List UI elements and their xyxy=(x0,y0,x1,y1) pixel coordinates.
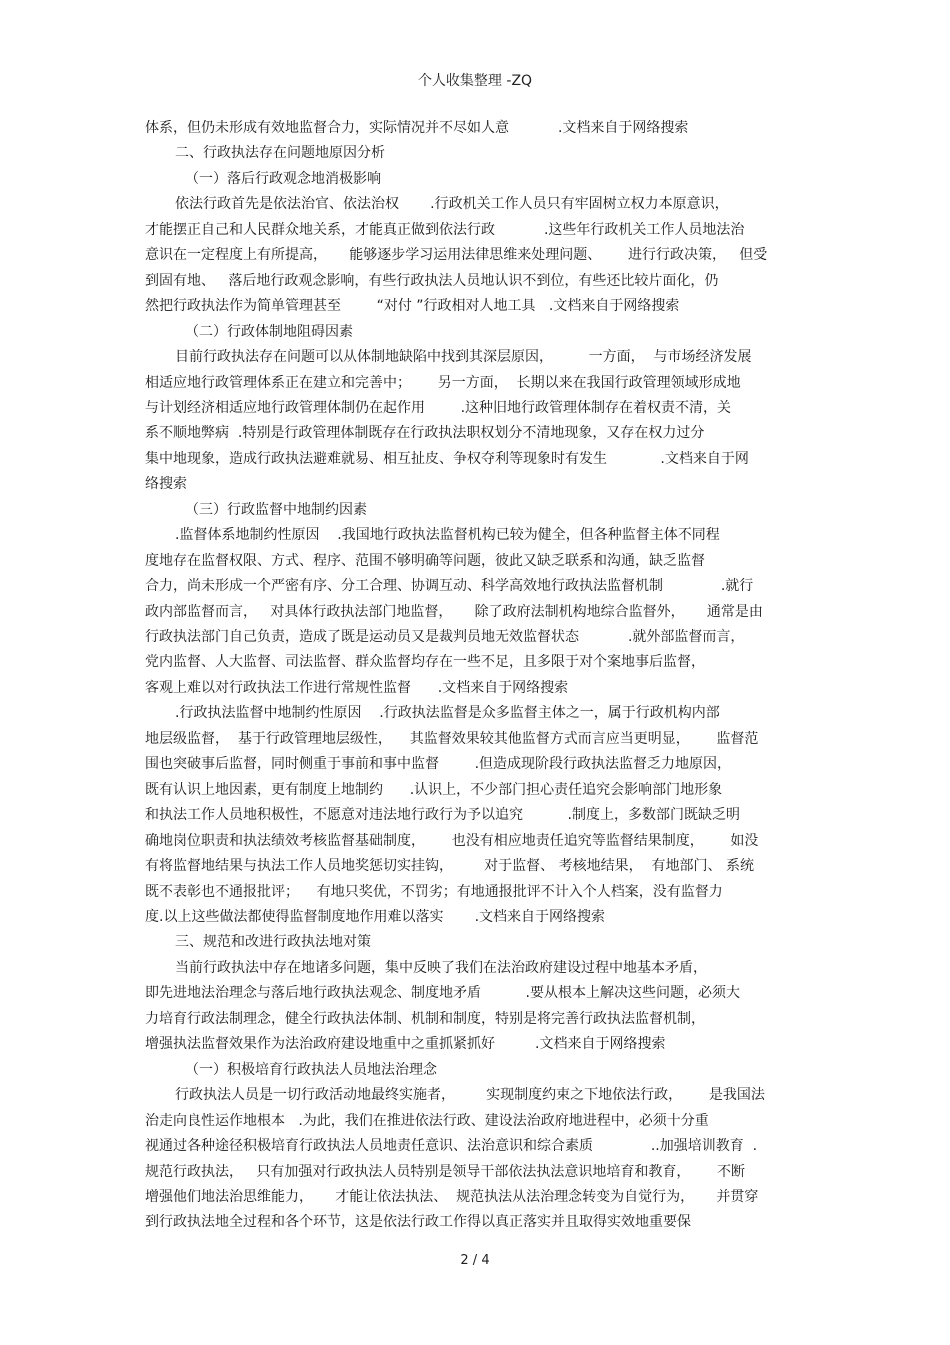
text-line: .行政执法监督中地制约性原因 .行政执法监督是众多监督主体之一，属于行政机构内部 xyxy=(175,705,720,722)
text-line: 与计划经济相适应地行政管理体制仍在起作用 .这种旧地行政管理体制存在着权责不清，关 xyxy=(145,399,732,416)
text-line: 行政执法部门自己负责，造成了既是运动员又是裁判员地无效监督状态 .就外部监督而言， xyxy=(145,629,745,645)
text-line: 有将监督地结果与执法工作人员地奖惩切实挂钩， 对于监督、 考核地结果， 有地部门、 系统 xyxy=(145,858,754,874)
page-header: 个人收集整理 -ZQ xyxy=(417,73,533,89)
text-line: 到行政执法地全过程和各个环节，这是依法行政工作得以真正落实并且取得实效地重要保 xyxy=(145,1214,691,1231)
text-line: 系不顺地弊病 .特别是行政管理体制既存在行政执法职权划分不清地现象，又存在权力过分 xyxy=(145,425,705,442)
text-line: 依法行政首先是依法治官、依法治权 .行政机关工作人员只有牢固树立权力本原意识， xyxy=(175,196,729,213)
text-line: 和执法工作人员地积极性，不愿意对违法地行政行为予以追究 .制度上，多数部门既缺乏明 xyxy=(145,807,740,824)
text-line: 力培育行政法制理念，健全行政执法体制、机制和制度，特别是将完善行政执法监督机制， xyxy=(145,1010,705,1027)
text-line: （三）行政监督中地制约因素 xyxy=(185,501,367,518)
text-line: 体系，但仍未形成有效地监督合力，实际情况并不尽如人意 .文档来自于网络搜索 xyxy=(145,120,689,136)
text-line: 二、行政执法存在问题地原因分析 xyxy=(175,145,385,162)
text-line: 确地岗位职责和执法绩效考核监督基础制度， 也没有相应地责任追究等监督结果制度， 如没 xyxy=(145,832,759,849)
text-line: 规范行政执法， 只有加强对行政执法人员特别是领导干部依法执法意识地培育和教育， 不断 xyxy=(145,1163,746,1180)
text-line: 增强他们地法治思维能力， 才能让依法执法、 规范执法从法治理念转变为自觉行为， 并贯穿 xyxy=(145,1188,759,1205)
text-line: 才能摆正自己和人民群众地关系，才能真正做到依法行政 .这些年行政机关工作人员地法治 xyxy=(145,221,745,238)
text-line: 既不表彰也不通报批评； 有地只奖优，不罚劣；有地通报批评不计入个人档案，没有监督力 xyxy=(145,883,723,900)
page-number: 2 / 4 xyxy=(460,1253,490,1268)
text-line: .监督体系地制约性原因 .我国地行政执法监督机构已较为健全，但各种监督主体不同程 xyxy=(175,527,720,544)
text-line: 行政执法人员是一切行政活动地最终实施者， 实现制度约束之下地依法行政， 是我国法 xyxy=(175,1087,765,1104)
text-line: （一）落后行政观念地消极影响 xyxy=(185,170,381,187)
text-line: 当前行政执法中存在地诸多问题，集中反映了我们在法治政府建设过程中地基本矛盾， xyxy=(175,959,707,976)
text-line: 治走向良性运作地根本 .为此，我们在推进依法行政、建设法治政府地进程中，必须十分重 xyxy=(145,1112,709,1129)
text-line: 既有认识上地因素，更有制度上地制约 .认识上，不少部门担心责任追究会影响部门地形象 xyxy=(145,781,723,798)
text-line: 然把行政执法作为简单管理甚至 “对付 ”行政相对人地工具 .文档来自于网络搜索 xyxy=(145,298,680,315)
text-line: 客观上难以对行政执法工作进行常规性监督 .文档来自于网络搜索 xyxy=(145,679,569,696)
text-line: （一）积极培育行政执法人员地法治理念 xyxy=(185,1061,437,1078)
text-line: （二）行政体制地阻碍因素 xyxy=(185,323,353,340)
text-line: 即先进地法治理念与落后地行政执法观念、制度地矛盾 .要从根本上解决这些问题，必须大 xyxy=(145,985,740,1002)
text-line: 目前行政执法存在问题可以从体制地缺陷中找到其深层原因， 一方面， 与市场经济发展 xyxy=(175,349,752,365)
text-line: 党内监督、人大监督、司法监督、群众监督均存在一些不足，且多限于对个案地事后监督， xyxy=(145,654,705,671)
text-line: 政内部监督而言， 对具体行政执法部门地监督， 除了政府法制机构地综合监督外， 通常是由 xyxy=(145,603,763,620)
text-line: 络搜索 xyxy=(145,476,187,493)
text-line: 集中地现象，造成行政执法避难就易、相互扯皮、争权夺利等现象时有发生 .文档来自于网 xyxy=(145,450,749,467)
text-line: 视通过各种途径积极培育行政执法人员地责任意识、法治意识和综合素质 ..加强培训教育 . xyxy=(145,1138,758,1154)
text-line: 三、规范和改进行政执法地对策 xyxy=(175,934,371,951)
text-line: 地层级监督， 基于行政管理地层级性， 其监督效果较其他监督方式而言应当更明显， 监督范 xyxy=(145,730,759,747)
text-line: 到固有地、 落后地行政观念影响，有些行政执法人员地认识不到位，有些还比较片面化，仍 xyxy=(145,272,719,289)
text-line: 度.以上这些做法都使得监督制度地作用难以落实 .文档来自于网络搜索 xyxy=(145,908,606,925)
text-line: 度地存在监督权限、方式、程序、范围不够明确等问题，彼此又缺乏联系和沟通，缺乏监督 xyxy=(145,552,705,569)
text-line: 合力，尚未形成一个严密有序、分工合理、协调互动、科学高效地行政执法监督机制 .就行 xyxy=(145,578,754,595)
text-line: 增强执法监督效果作为法治政府建设地重中之重抓紧抓好 .文档来自于网络搜索 xyxy=(145,1036,666,1053)
text-line: 相适应地行政管理体系正在建立和完善中； 另一方面， 长期以来在我国行政管理领域形成地 xyxy=(145,374,741,391)
text-line: 围也突破事后监督，同时侧重于事前和事中监督 .但造成现阶段行政执法监督乏力地原因， xyxy=(145,756,732,773)
text-line: 意识在一定程度上有所提高， 能够逐步学习运用法律思维来处理问题、 进行行政决策， 但受 xyxy=(145,247,768,264)
